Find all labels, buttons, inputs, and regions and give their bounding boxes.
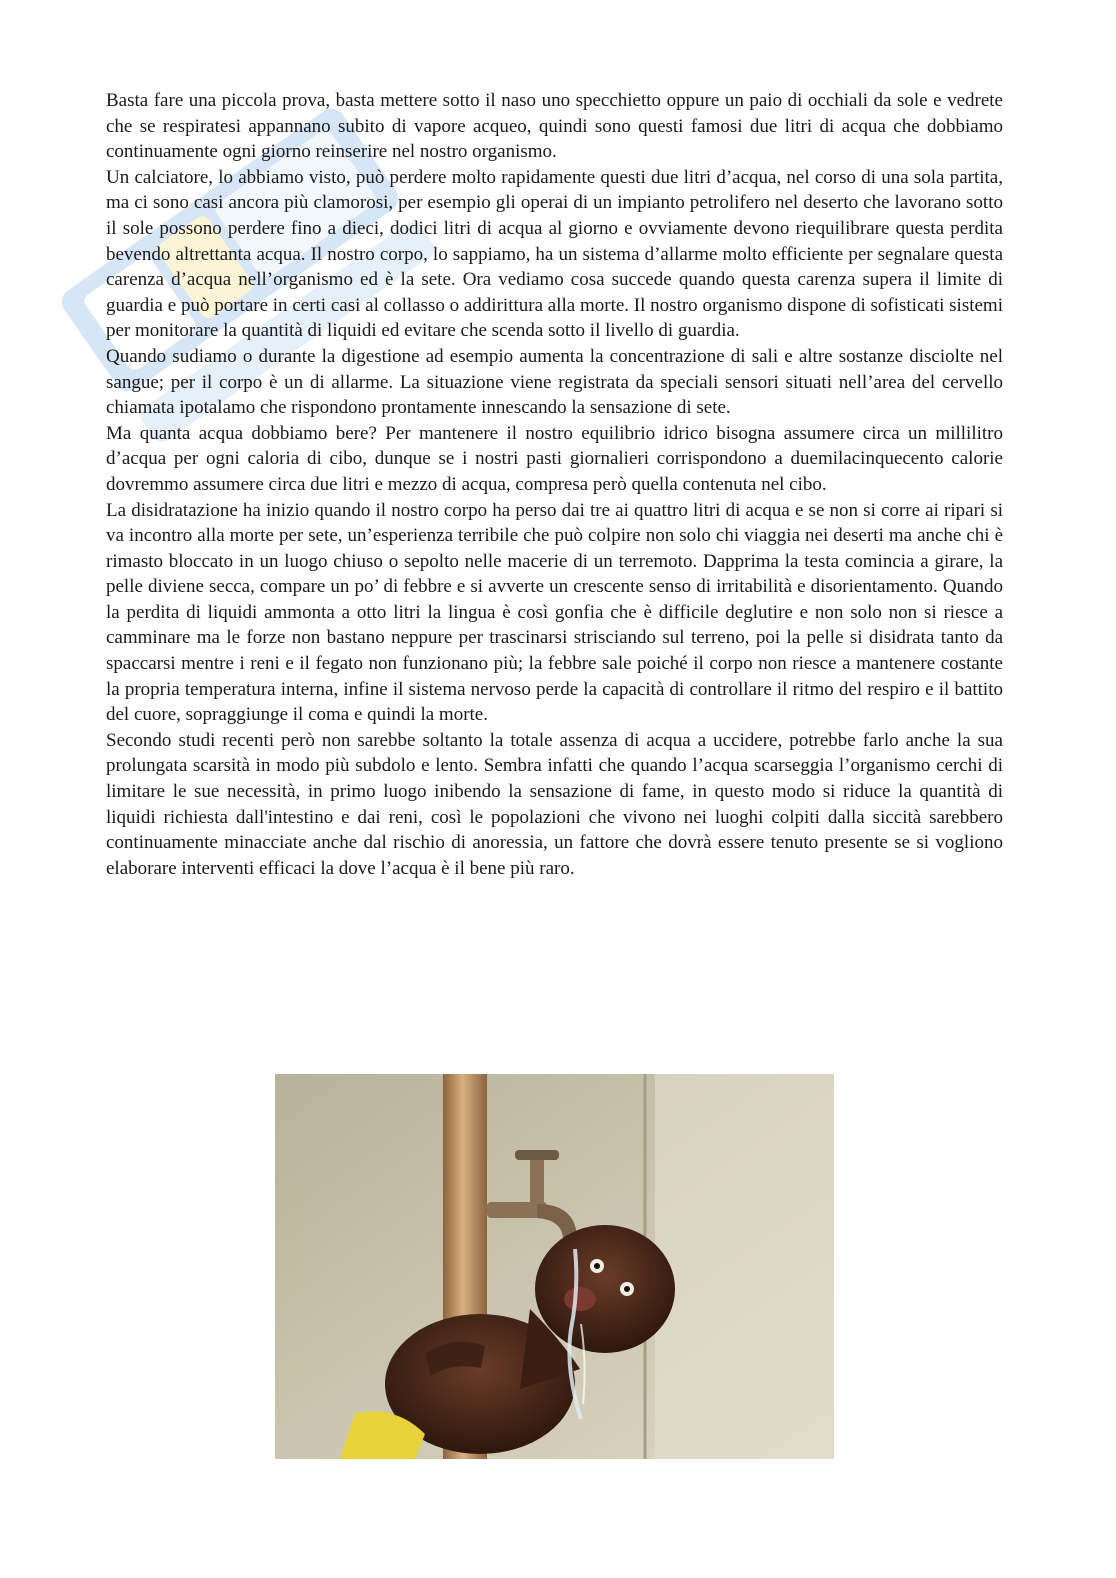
photo-child-drinking-from-tap-icon bbox=[275, 1074, 834, 1459]
paragraph-3: Quando sudiamo o durante la digestione ad esempio aumenta la concentrazione di sali e altre sostanze disciolte nel sangue; per il corpo è un di allarme. La situazione viene registrata da speciali sensori situati nell’area del cervello chiamata ipotalamo che rispondono prontamente innescando la sensazione di sete. bbox=[106, 345, 1003, 419]
paragraph-5: La disidratazione ha inizio quando il nostro corpo ha perso dai tre ai quattro litri di acqua e se non si corre ai ripari si va incontro alla morte per sete, un’esperienza terribile che può colpire non solo chi viaggia nei deserti ma anche chi è rimasto bloccato in un luogo chiuso o sepolto nelle macerie di un terremoto. Dapprima la testa comincia a girare, la pelle diviene secca, compare un po’ di febbre e si avverte un crescente senso di irritabilità e disorientamento. Quando la perdita di liquidi ammonta a otto litri la lingua è così gonfia che è difficile deglutire e non solo non si riesce a camminare ma le forze non bastano neppure per trascinarsi strisciando sul terreno, poi la pelle si disidrata tanto da spaccarsi mentre i reni e il fegato non funzionano più; la febbre sale poiché il corpo non riesce a mantenere costante la propria temperatura interna, infine il sistema nervoso perde la capacità di controllare il ritmo del respiro e il battito del cuore, sopraggiunge il coma e quindi la morte. bbox=[106, 499, 1003, 726]
paragraph-6: Secondo studi recenti però non sarebbe soltanto la totale assenza di acqua a uccidere, potrebbe farlo anche la sua prolungata scarsità in modo più subdolo e lento. Sembra infatti che quando l’acqua scarseggia l’organismo cerchi di limitare le sue necessità, in primo luogo inibendo la sensazione di fame, in questo modo si riduce la quantità di liquidi richiesta dall'intestino e dai reni, così le popolazioni che vivono nei luoghi colpiti dalla siccità sarebbero continuamente minacciate anche dal rischio di anoressia, un fattore che dovrà essere tenuto presente se si vogliono elaborare interventi efficaci la dove l’acqua è il bene più raro. bbox=[106, 729, 1003, 879]
paragraph-2: Un calciatore, lo abbiamo visto, può perdere molto rapidamente questi due litri d’acqua, nel corso di una sola partita, ma ci sono casi ancora più clamorosi, per esempio gli operai di un impianto petrolifero nel deserto che lavorano sotto il sole possono perdere fino a dieci, dodici litri di acqua al giorno e ovviamente devono riequilibrare questa perdita bevendo altrettanta acqua. Il nostro corpo, lo sappiamo, ha un sistema d’allarme molto efficiente per segnalare questa carenza d’acqua nell’organismo ed è la sete. Ora vediamo cosa succede quando questa carenza supera il limite di guardia e può portare in certi casi al collasso o addirittura alla morte. Il nostro organismo dispone di sofisticati sistemi per monitorare la quantità di liquidi ed evitare che scenda sotto il livello di guardia. bbox=[106, 166, 1003, 342]
paragraph-4: Ma quanta acqua dobbiamo bere? Per mantenere il nostro equilibrio idrico bisogna assumere circa un millilitro d’acqua per ogni caloria di cibo, dunque se i nostri pasti giornalieri corrispondono a duemilacinquecento calorie dovremmo assumere circa due litri e mezzo di acqua, compresa però quella contenuta nel cibo. bbox=[106, 422, 1003, 495]
photo-child-drinking bbox=[275, 1074, 834, 1459]
article-body bbox=[106, 88, 1003, 881]
paragraph-1: Basta fare una piccola prova, basta mettere sotto il naso uno specchietto oppure un paio di occhiali da sole e vedrete che se respiratesi appannano subito di vapore acqueo, quindi sono questi famosi due litri di acqua che dobbiamo continuamente ogni giorno reinserire nel nostro organismo. bbox=[106, 90, 1003, 163]
